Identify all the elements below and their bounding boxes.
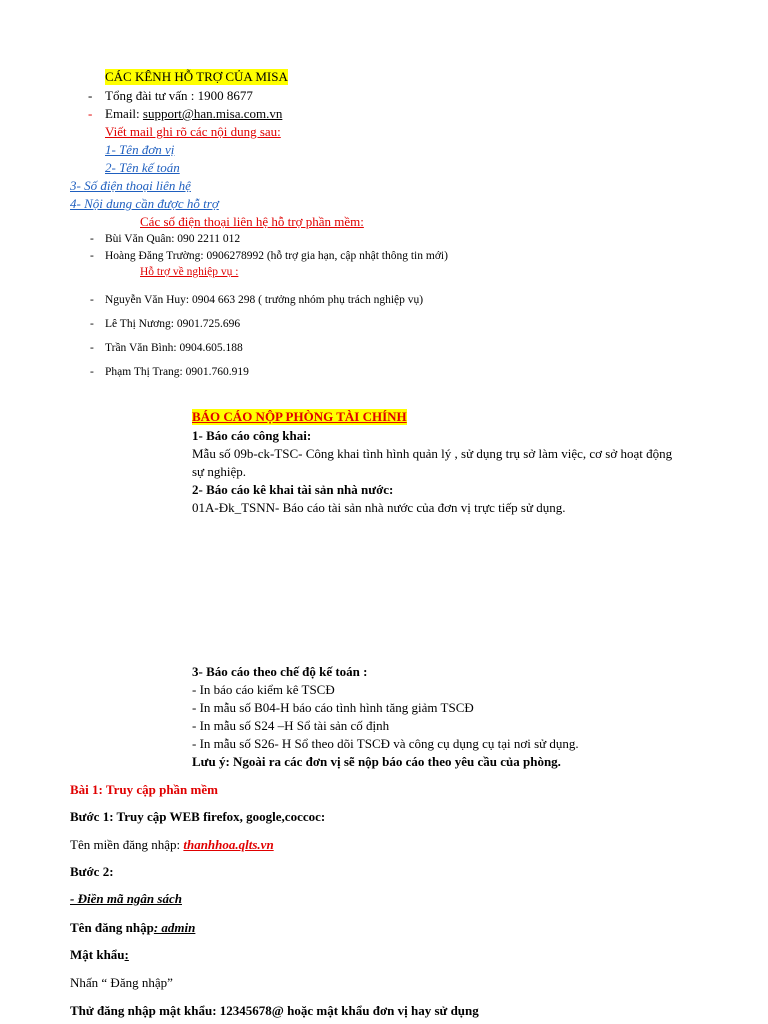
- bullet-dash: -: [90, 233, 94, 245]
- report-3-item-4: - In mẫu số S26- H Sổ theo dõi TSCĐ và công cụ dụng cụ tại nơi sử dụng.: [192, 736, 579, 751]
- username-label: Tên đăng nhập: [70, 920, 154, 935]
- lesson-1-title: Bài 1: Truy cập phần mềm: [70, 782, 218, 797]
- report-3-item-2: - In mẫu số B04-H báo cáo tình hình tăng giảm TSCĐ: [192, 700, 474, 715]
- login-domain-label: Tên miền đăng nhập:: [70, 837, 184, 852]
- step-1: Bước 1: Truy cập WEB firefox, google,coccoc:: [70, 809, 326, 824]
- business-contact-1: Nguyễn Văn Huy: 0904 663 298 ( trưởng nhóm phụ trách nghiệp vụ): [105, 294, 424, 306]
- bullet-dash: -: [90, 318, 94, 330]
- business-contact-4: Phạm Thị Trang: 0901.760.919: [105, 366, 249, 378]
- report-2-text: 01A-Đk_TSNN- Báo cáo tài sản nhà nước của đơn vị trực tiếp sử dụng.: [192, 500, 566, 515]
- support-channels-title: CÁC KÊNH HỖ TRỢ CỦA MISA: [105, 69, 288, 84]
- bullet-dash: -: [90, 366, 94, 378]
- try-password-instruction: Thử đăng nhập mật khẩu: 12345678@ hoặc mật khẩu đơn vị hay sử dụng: [70, 1003, 479, 1018]
- bullet-dash: -: [90, 342, 94, 354]
- report-1-text-cont: sự nghiệp.: [192, 464, 246, 479]
- report-3-heading: 3- Báo cáo theo chế độ kế toán :: [192, 664, 368, 679]
- mail-item-3: 3- Số điện thoại liên hệ: [70, 178, 191, 193]
- report-1-text: Mẫu số 09b-ck-TSC- Công khai tình hình quản lý , sử dụng trụ sở làm việc, cơ sở hoạt động: [192, 446, 673, 461]
- press-login-instruction: Nhấn “ Đăng nhập”: [70, 975, 173, 990]
- report-note: Lưu ý: Ngoài ra các đơn vị sẽ nộp báo cáo theo yêu cầu của phòng.: [192, 754, 561, 769]
- password-value: :: [124, 947, 129, 962]
- software-contact-2: Hoàng Đăng Trường: 0906278992 (hỗ trợ gia hạn, cập nhật thông tin mới): [105, 250, 448, 262]
- password-label: Mật khẩu: [70, 947, 125, 962]
- bullet-dash: -: [88, 88, 93, 103]
- bullet-dash: -: [90, 294, 94, 306]
- report-3-item-3: - In mẫu số S24 –H Sổ tài sản cố định: [192, 718, 390, 733]
- report-3-item-1: - In báo cáo kiểm kê TSCĐ: [192, 682, 335, 697]
- bullet-dash: -: [88, 106, 93, 121]
- mail-instruction: Viết mail ghi rõ các nội dung sau:: [105, 124, 281, 139]
- username-line: [70, 920, 195, 936]
- bullet-dash: -: [90, 250, 94, 262]
- business-support-title: Hỗ trợ về nghiệp vụ :: [140, 266, 239, 278]
- email-link[interactable]: support@han.misa.com.vn: [142, 106, 283, 121]
- step-2: Bước 2:: [70, 864, 114, 879]
- mail-item-4: 4- Nội dung cần được hỗ trợ: [70, 196, 219, 211]
- email-label: Email:: [105, 106, 143, 121]
- username-value: : admin: [153, 920, 196, 935]
- mail-item-1: 1- Tên đơn vị: [105, 142, 175, 157]
- password-line: [70, 947, 129, 963]
- report-1-heading: 1- Báo cáo công khai:: [192, 428, 312, 443]
- software-support-title: Các số điện thoại liên hệ hỗ trợ phần mềm:: [140, 214, 364, 229]
- software-contact-1: Bùi Văn Quân: 090 2211 012: [105, 233, 241, 245]
- report-2-heading: 2- Báo cáo kê khai tài sản nhà nước:: [192, 482, 394, 497]
- mail-item-2: 2- Tên kế toán: [105, 160, 180, 175]
- hotline-text: Tổng đài tư vấn : 1900 8677: [105, 88, 253, 103]
- business-contact-3: Trần Văn Bình: 0904.605.188: [105, 342, 243, 354]
- login-domain-line: [70, 837, 274, 853]
- email-line: [105, 106, 282, 122]
- business-contact-2: Lê Thị Nương: 0901.725.696: [105, 318, 241, 330]
- finance-reports-title: BÁO CÁO NỘP PHÒNG TÀI CHÍNH: [192, 409, 407, 424]
- login-domain-link[interactable]: thanhhoa.qlts.vn: [183, 837, 274, 852]
- budget-code-instruction: - Điền mã ngân sách: [70, 891, 182, 906]
